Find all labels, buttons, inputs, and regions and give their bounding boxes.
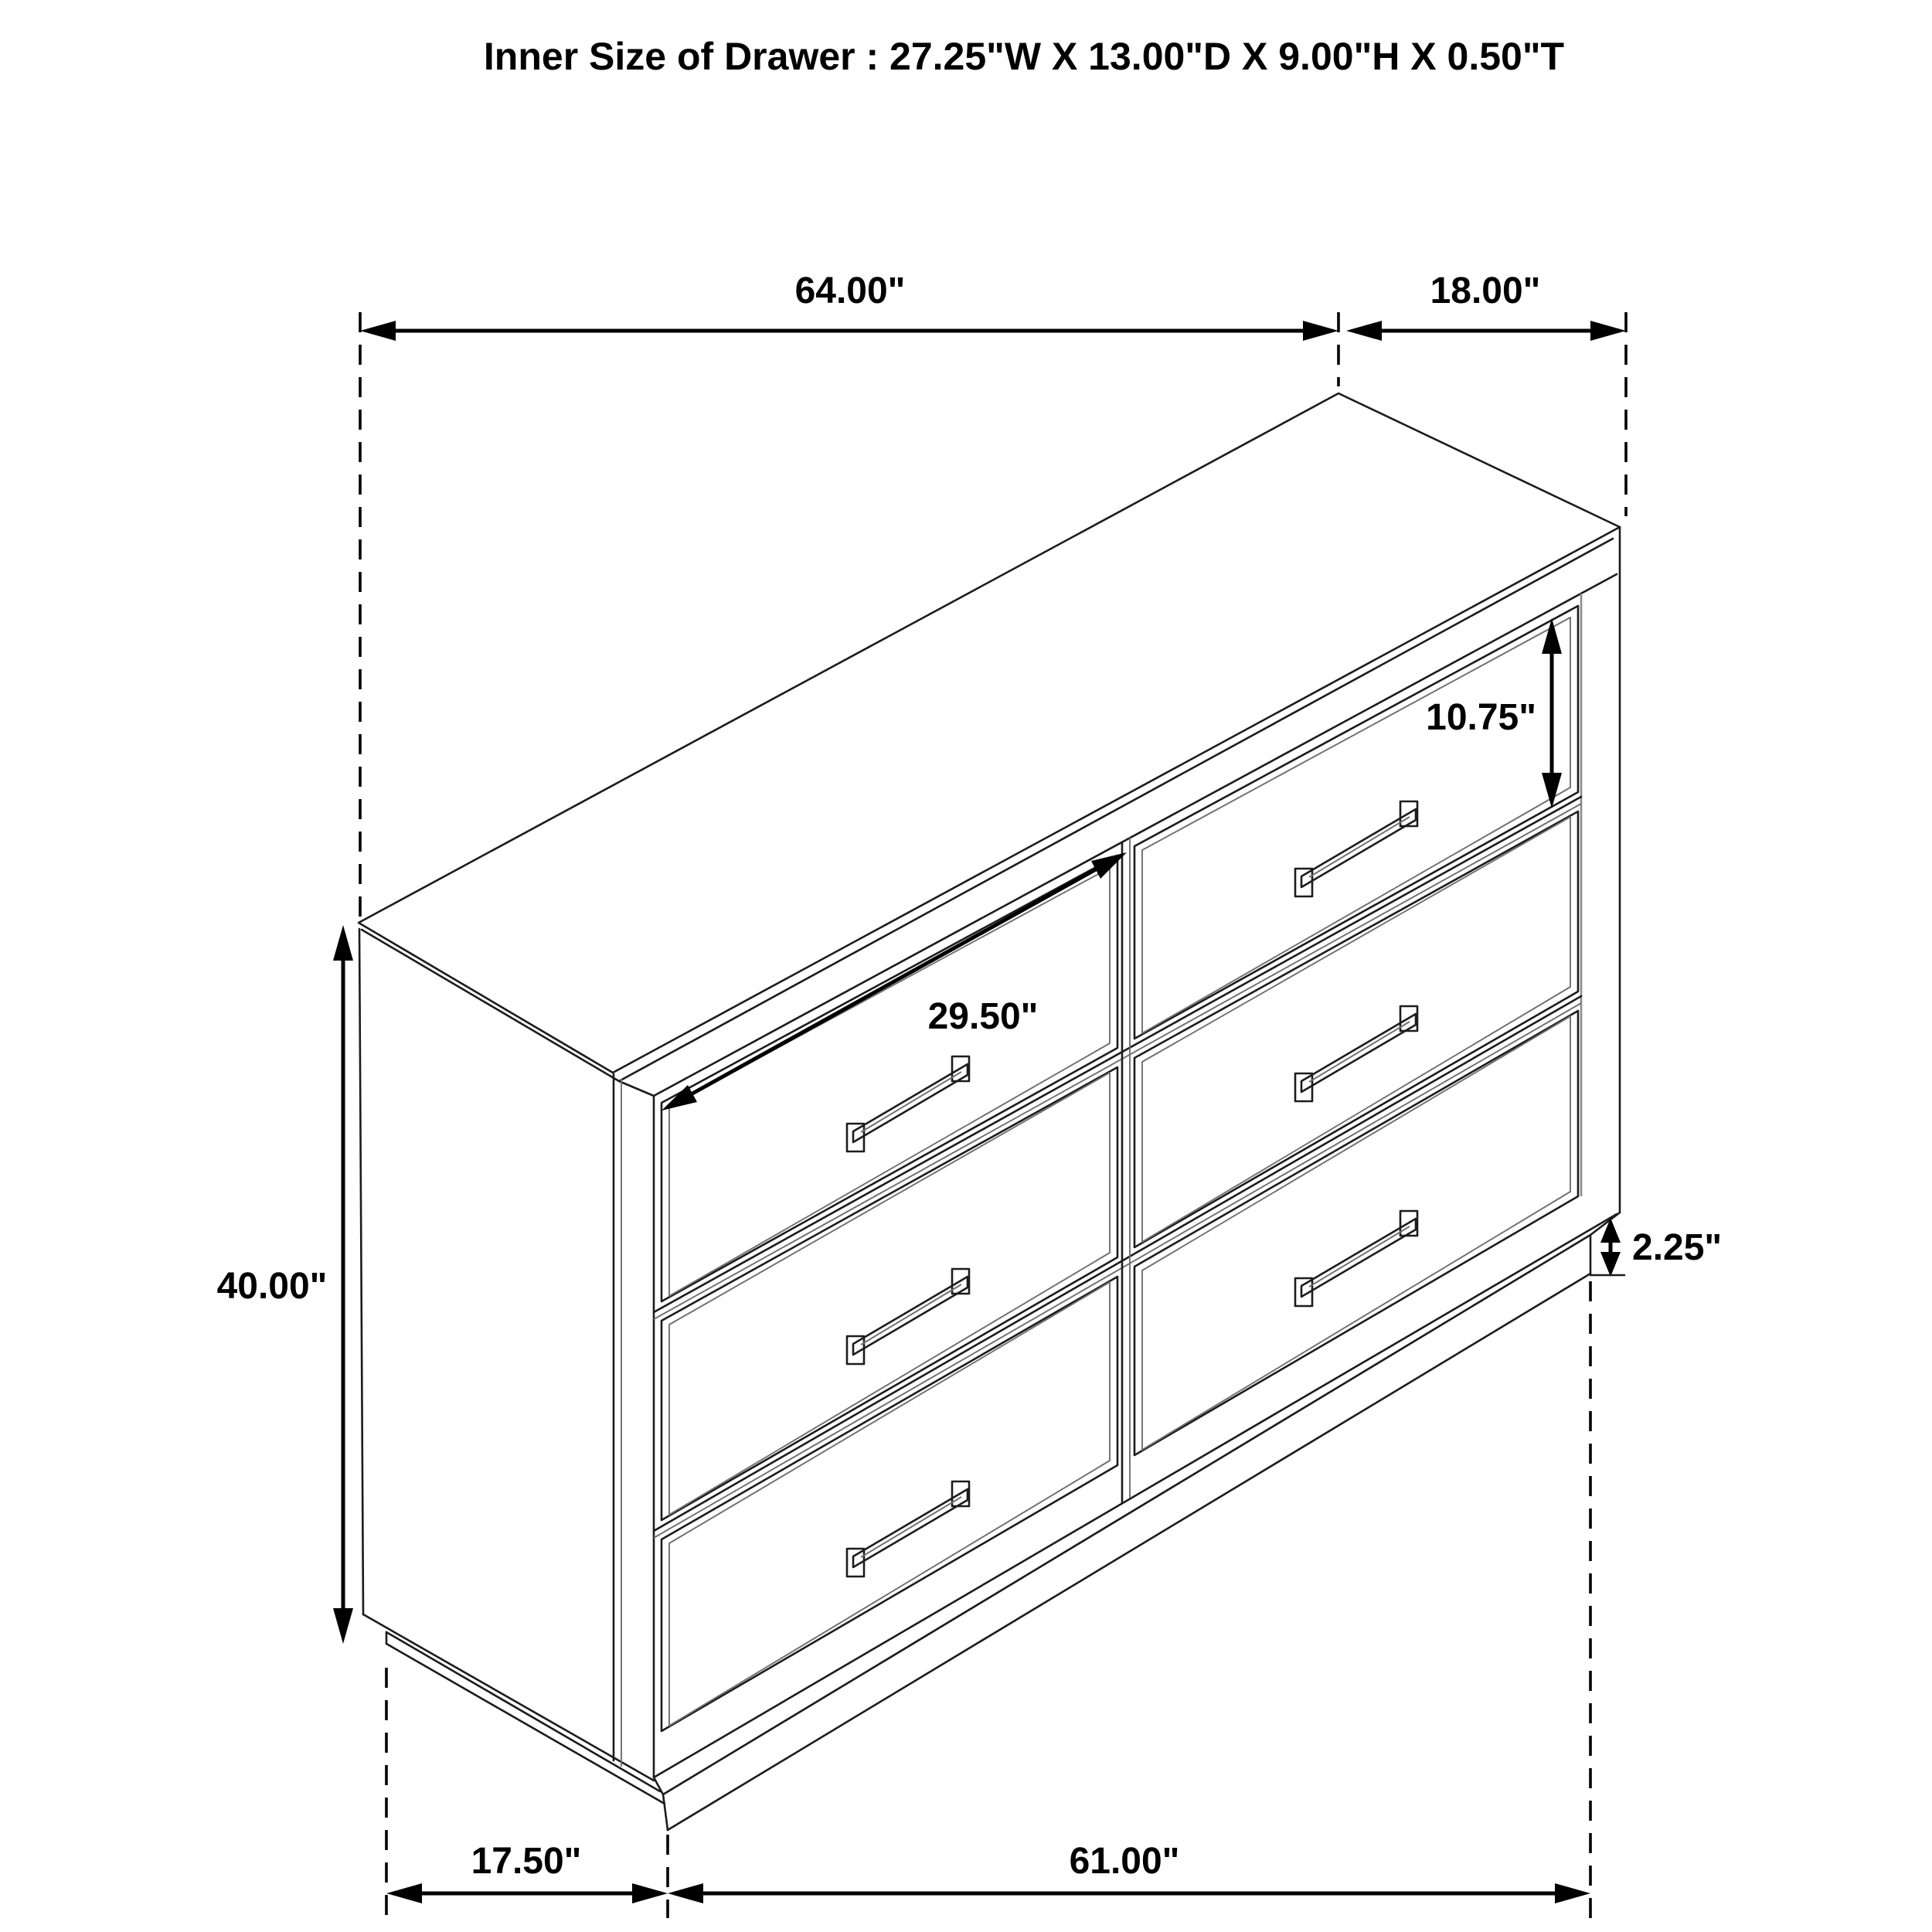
dimension-top-width: [360, 270, 1338, 917]
drawer-row3-right: [1134, 1011, 1578, 1455]
dresser-top-face: [359, 393, 1620, 1096]
handle-row1-right: [1295, 801, 1417, 896]
side-bottom-edge: [363, 1614, 654, 1781]
dimension-drawer-width: [662, 852, 1127, 1111]
arrowhead-down-icon: [333, 1608, 353, 1644]
handle-bar-highlight: [861, 1072, 961, 1132]
dimension-label-drawer-height: 10.75": [1426, 697, 1536, 738]
dimension-overall-height: [217, 925, 353, 1644]
base-front-bottom-edge: [668, 1274, 1590, 1830]
dresser-base: [386, 1213, 1620, 1830]
base-side-bottom-edge: [386, 1644, 665, 1804]
drawer-outline: [662, 1277, 1117, 1731]
side-left-edge: [359, 929, 363, 1614]
arrowhead-right-icon: [1555, 1883, 1590, 1903]
arrowhead-right-icon: [632, 1883, 668, 1903]
dimension-label-drawer-width: 29.50": [927, 996, 1039, 1037]
drawer-outline: [1134, 1011, 1578, 1455]
handle-bar-highlight: [1309, 1226, 1410, 1287]
drawer-outline: [662, 1067, 1117, 1520]
dimension-label-floor-width: 61.00": [1069, 1841, 1180, 1882]
handle-bar-highlight: [1309, 1022, 1410, 1082]
drawer-row2-right: [1134, 811, 1578, 1247]
arrowhead-up-icon: [333, 925, 353, 961]
arrowhead-right-icon: [1590, 321, 1626, 341]
dimension-top-depth: [1346, 270, 1626, 516]
dimension-top-drawer-height: [1426, 618, 1562, 808]
arrowhead-left-icon: [668, 1883, 703, 1903]
handle-bar-highlight: [861, 1284, 961, 1345]
handle-bar-highlight: [861, 1497, 961, 1557]
dimension-floor-width: [668, 1281, 1590, 1918]
dresser-drawing: [359, 393, 1620, 1830]
diagram-title: Inner Size of Drawer : 27.25"W X 13.00"D X 9.00"H X 0.50"T: [483, 35, 1565, 78]
dimension-label-top-depth: 18.00": [1430, 270, 1541, 311]
drawer-inner-edge: [669, 1282, 1110, 1726]
handle-row2-left: [847, 1269, 969, 1364]
drawer-fronts: [662, 606, 1578, 1731]
drawer-inner-edge: [1142, 817, 1570, 1242]
dimension-label-top-width: 64.00": [794, 270, 906, 311]
dimension-label-floor-depth: 17.50": [471, 1841, 582, 1882]
base-side-top-edge: [386, 1632, 660, 1791]
dimension-line: [692, 869, 1096, 1094]
base-front-left-end: [663, 1794, 668, 1830]
drawer-row2-left: [662, 1067, 1117, 1520]
base-front-top-edge: [663, 1235, 1590, 1794]
handle-row2-right: [1295, 1006, 1417, 1101]
dimension-label-overall-height: 40.00": [216, 1266, 328, 1307]
handle-row1-left: [847, 1056, 969, 1151]
top-bevel-left-corner-edge: [619, 1081, 654, 1096]
arrowhead-left-icon: [386, 1883, 422, 1903]
dimension-floor-depth: [386, 1668, 668, 1918]
arrowhead-down-icon: [1600, 1252, 1621, 1277]
dimension-label-base-height: 2.25": [1632, 1227, 1723, 1268]
drawer-row3-left: [662, 1277, 1117, 1731]
arrowhead-left-icon: [1346, 321, 1382, 341]
dimension-base-height: [1590, 1218, 1722, 1277]
handle-bar-highlight: [1309, 817, 1410, 877]
drawer-handles: [847, 801, 1417, 1577]
arrowhead-right-icon: [1303, 321, 1338, 341]
drawer-inner-edge: [669, 868, 1110, 1296]
arrowhead-left-icon: [360, 321, 396, 341]
base-left-step: [654, 1777, 663, 1794]
handle-row3-right: [1295, 1211, 1417, 1306]
drawer-inner-edge: [669, 1073, 1110, 1515]
drawer-outline: [1134, 811, 1578, 1247]
drawer-inner-edge: [1142, 1016, 1570, 1450]
